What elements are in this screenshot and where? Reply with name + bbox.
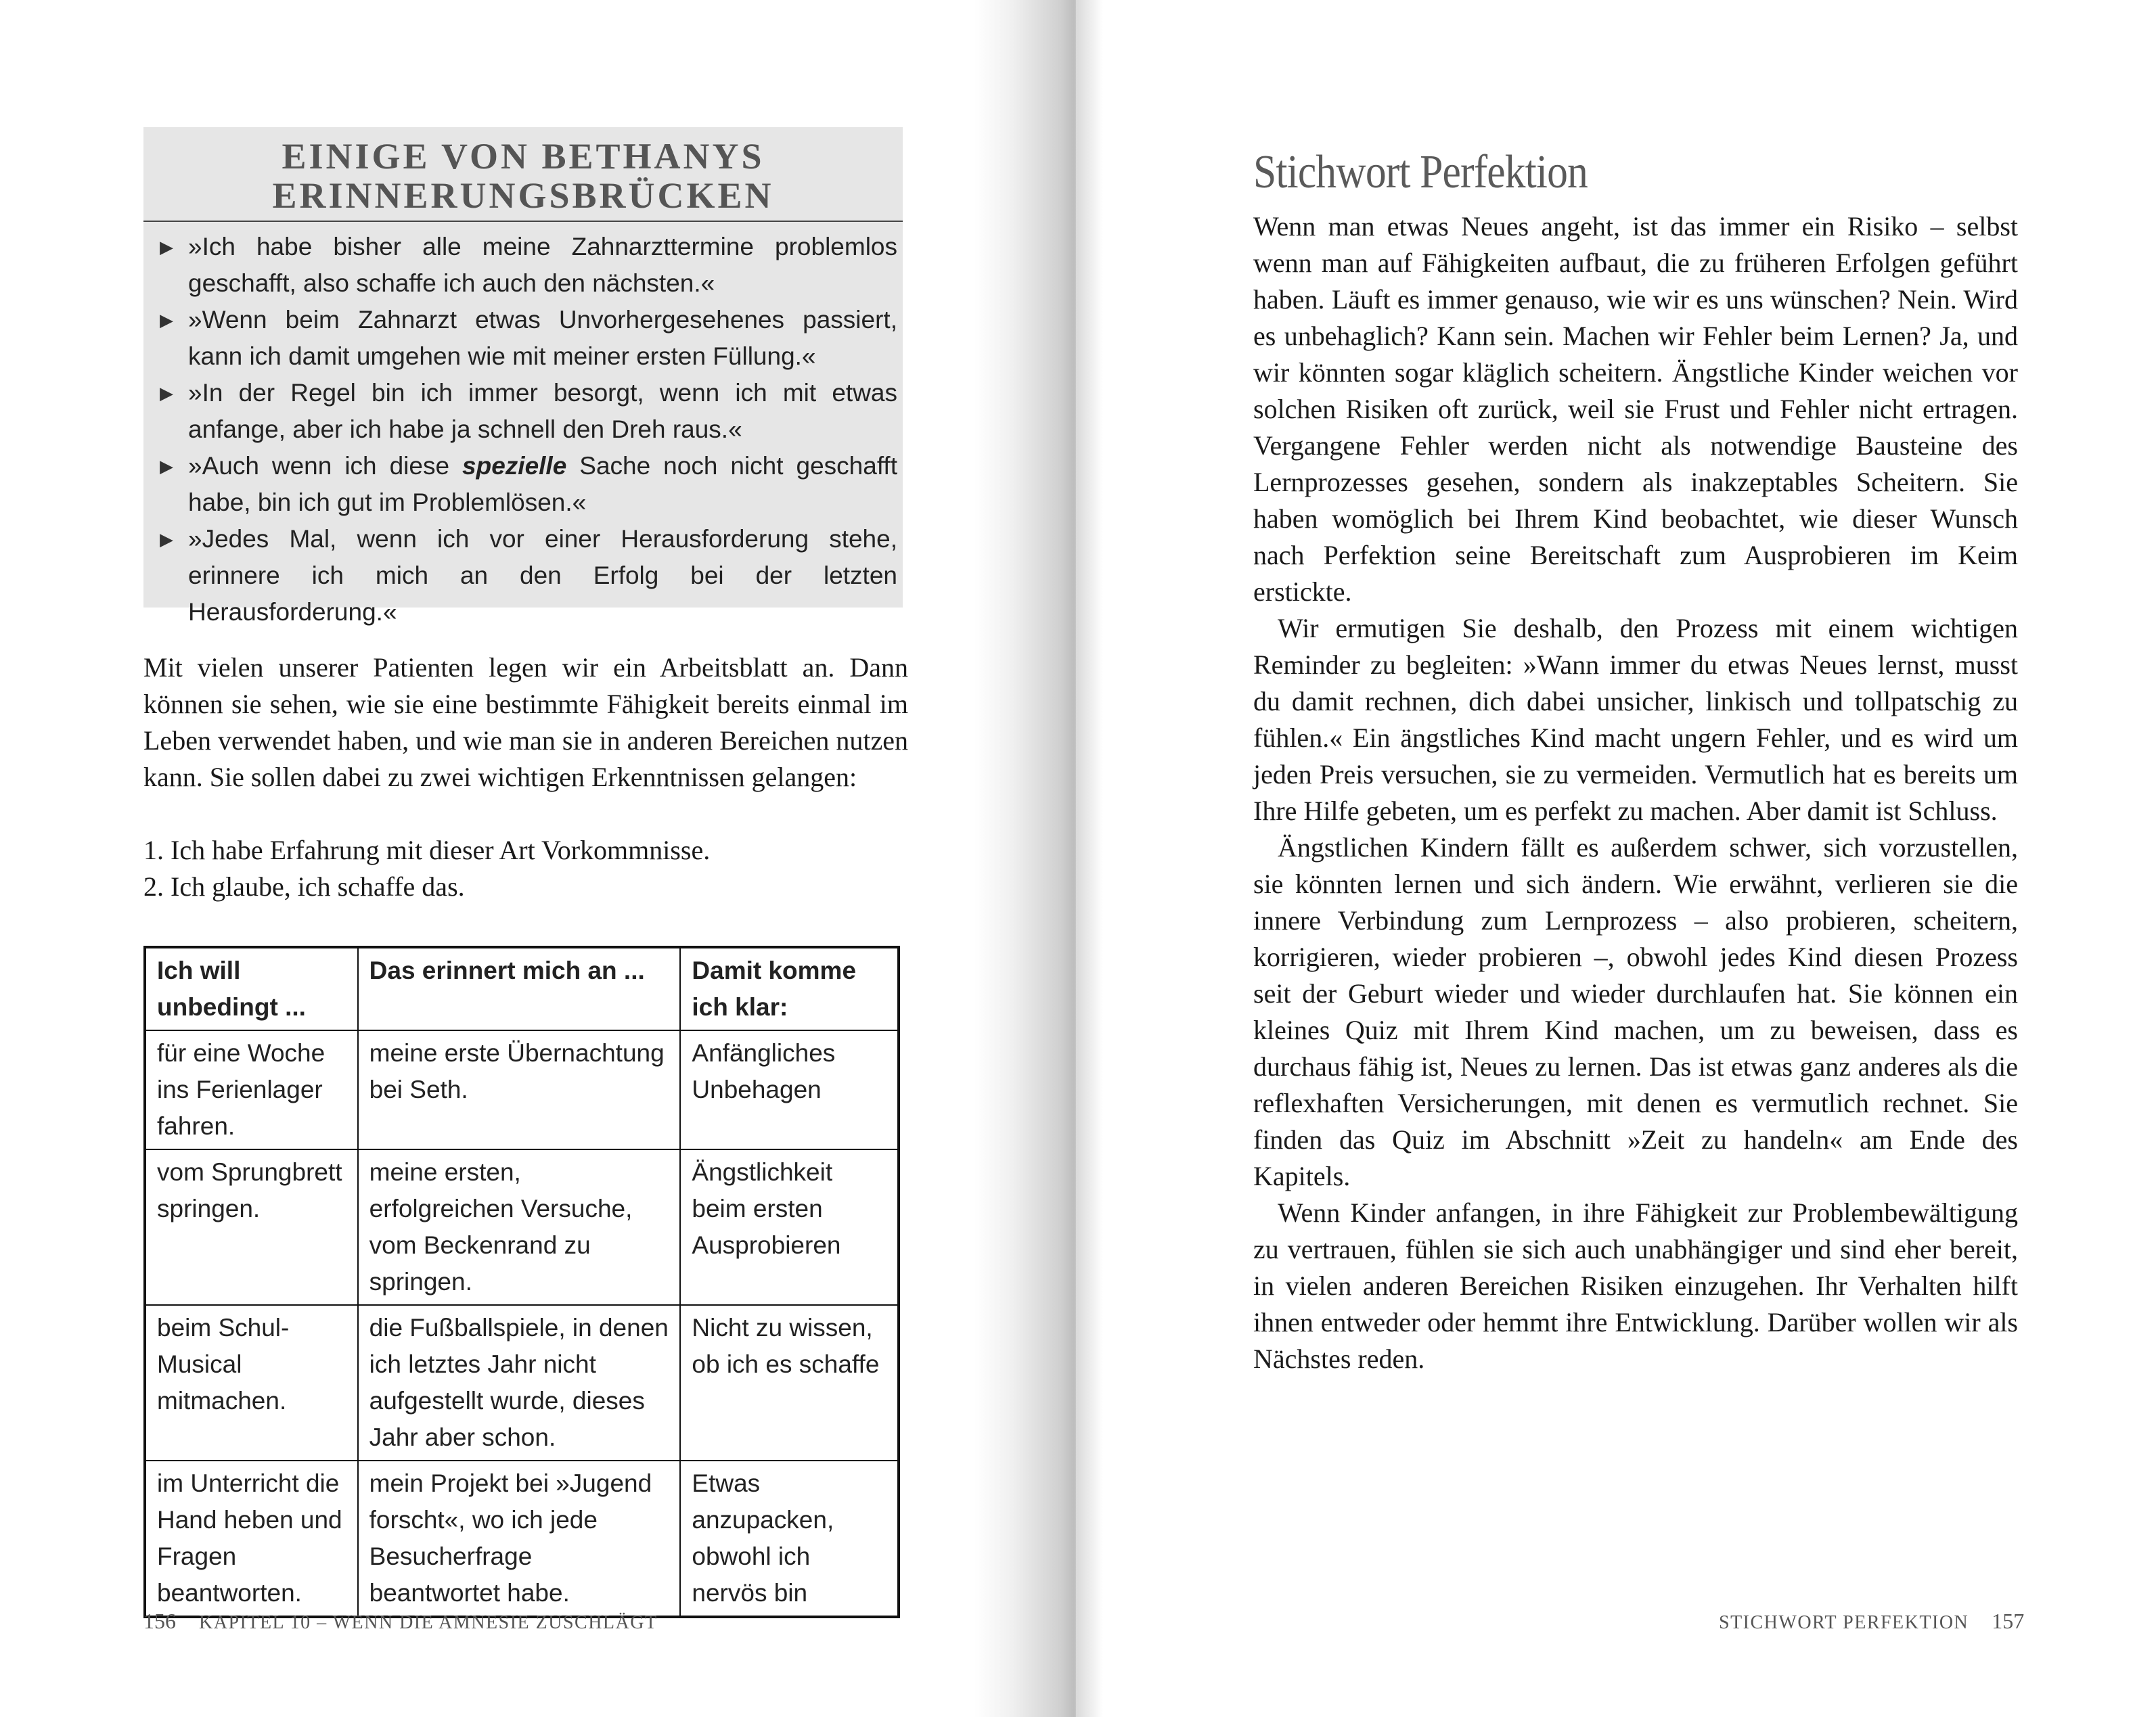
table-cell: die Fußballspiele, in denen ich letztes Jahr nicht aufgestellt wurde, dieses Jahr aber schon. [358,1305,681,1461]
body-paragraph [143,649,908,796]
running-head: STICHWORT PERFEKTION [1719,1612,1969,1633]
table-cell: vom Sprungbrett springen. [145,1149,358,1305]
triangle-bullet-icon: ▶ [160,456,173,476]
list-item: 2. Ich glaube, ich schaffe das. [143,871,465,902]
sidebar-bullet-list [160,229,897,631]
table-cell: im Unterricht die Hand heben und Fragen beantworten. [145,1461,358,1617]
book-gutter-shadow [1076,0,1103,1717]
paragraph-text: Ängstlichen Kindern fällt es außerdem schwer, sich vorzustellen, sie könnten lernen und sich ändern. Wie erwähnt, verlieren sie die innere Verbindung zum Lernprozess – also probieren, scheitern, korrigieren, wieder probieren –, obwohl jedes Kind diesen Prozess seit der Geburt wieder und wieder durchlaufen hat. Sie können ein kleines Quiz mit Ihrem Kind machen, um zu beweisen, dass es durchaus fähig ist, Neues zu lernen. Das ist etwas ganz anderes als die reflexhaften Versicherungen, mit denen es vermutlich rechnet. Sie finden das Quiz im Abschnitt »Zeit zu handeln« am Ende des Kapitels. [1253,832,2018,1191]
paragraph-text: Wir ermutigen Sie deshalb, den Prozess mit einem wichtigen Reminder zu begleiten: »Wann immer du etwas Neues lernst, musst du damit rechnen, dich dabei unsicher, linkisch und tollpatschig zu fühlen.« Ein ängstliches Kind macht ungern Fehler, und es wird um jeden Preis versuchen, sie zu vermeiden. Vermutlich hat es bereits um Ihre Hilfe gebeten, um es perfekt zu machen. Aber damit ist Schluss. [1253,613,2018,826]
sidebar-title-line1: EINIGE VON BETHANYS [282,136,765,177]
left-page [0,0,995,1717]
running-head: KAPITEL 10 – WENN DIE AMNESIE ZUSCHLÄGT [199,1612,658,1633]
numbered-list [143,832,908,905]
page-footer-right [1719,1609,2024,1634]
table-cell: mein Projekt bei »Jugend forscht«, wo ich jede Besucherfrage beantwortet habe. [358,1461,681,1617]
list-item: ▶ »Jedes Mal, wenn ich vor einer Herausforderung stehe, erinnere ich mich an den Erfolg bei der letzten Herausforderung.« [160,521,897,631]
worksheet-table [143,946,900,1618]
right-body-text [1253,208,2018,1377]
table-header-row [145,947,899,1030]
triangle-bullet-icon: ▶ [160,383,173,403]
table-cell: meine erste Übernachtung bei Seth. [358,1030,681,1149]
table-cell: Anfängliches Unbehagen [680,1030,899,1149]
triangle-bullet-icon: ▶ [160,529,173,549]
column-header: Ich will unbedingt ... [145,947,358,1030]
table-cell: meine ersten, erfolgreichen Versuche, vom Beckenrand zu springen. [358,1149,681,1305]
section-heading: Stichwort Perfektion [1253,146,1588,198]
table-row [145,1461,899,1617]
emphasis: spezielle [462,452,567,480]
sidebar-divider [143,221,903,222]
column-header: Das erinnert mich an ... [358,947,681,1030]
list-item: ▶ »Auch wenn ich diese spezielle Sache noch nicht geschafft habe, bin ich gut im Problemlösen.« [160,448,897,521]
list-item: ▶ »In der Regel bin ich immer besorgt, wenn ich mit etwas anfange, aber ich habe ja schnell den Dreh raus.« [160,375,897,448]
table-row [145,1030,899,1149]
list-item: 1. Ich habe Erfahrung mit dieser Art Vorkommnisse. [143,835,711,865]
paragraph-text: Wenn Kinder anfangen, in ihre Fähigkeit zur Problembewältigung zu vertrauen, fühlen sie sich auch unabhängiger und sind eher bereit, in vielen anderen Bereichen Risiken einzugehen. Ihr Verhalten hilft ihnen entweder oder hemmt ihre Entwicklung. Darüber wollen wir als Nächstes reden. [1253,1197,2018,1374]
column-header: Damit komme ich klar: [680,947,899,1030]
triangle-bullet-icon: ▶ [160,237,173,257]
page-number: 157 [1992,1609,2025,1633]
paragraph-text: Wenn man etwas Neues angeht, ist das immer ein Risiko – selbst wenn man auf Fähigkeiten aufbaut, die zu früheren Erfolgen geführt haben. Läuft es immer genauso, wie wir es uns wünschen? Nein. Wird es unbehaglich? Kann sein. Machen wir Fehler beim Lernen? Ja, und wir könnten sogar kläglich scheitern. Ängstliche Kinder weichen vor solchen Risiken oft zurück, weil sie Frust und Fehler nicht ertragen. Vergangene Fehler werden nicht als notwendige Bausteine des Lernprozesses gesehen, sondern als inakzeptables Scheitern. Sie haben womöglich bei Ihrem Kind beobachtet, wie dieser Wunsch nach Perfektion seine Bereitschaft zum Ausprobieren im Keim erstickte. [1253,211,2018,607]
sidebar-box [143,127,903,626]
list-item: ▶ »Wenn beim Zahnarzt etwas Unvorhergesehenes passiert, kann ich damit umgehen wie mit meiner ersten Füllung.« [160,302,897,375]
table-cell: beim Schul-Musical mitmachen. [145,1305,358,1461]
triangle-bullet-icon: ▶ [160,310,173,330]
table-cell: Etwas anzupacken, obwohl ich nervös bin [680,1461,899,1617]
sidebar-title [143,137,903,215]
table-row [145,1305,899,1461]
sidebar-title-line2: ERINNERUNGSBRÜCKEN [272,175,774,216]
paragraph-text: Mit vielen unserer Patienten legen wir ein Arbeitsblatt an. Dann können sie sehen, wie sie eine bestimmte Fähigkeit bereits einmal im Leben verwendet haben, und wie man sie in anderen Bereichen nutzen kann. Sie sollen dabei zu zwei wichtigen Erkenntnissen gelangen: [143,652,908,792]
book-gutter [974,0,1083,1717]
page-footer-left [143,1609,658,1634]
table-cell: Nicht zu wissen, ob ich es schaffe [680,1305,899,1461]
table-cell: Ängstlichkeit beim ersten Ausprobieren [680,1149,899,1305]
list-item: ▶ »Ich habe bisher alle meine Zahnarzttermine problemlos geschafft, also schaffe ich auch den nächsten.« [160,229,897,302]
page-number: 156 [143,1609,176,1633]
table-cell: für eine Woche ins Ferienlager fahren. [145,1030,358,1149]
table-row [145,1149,899,1305]
